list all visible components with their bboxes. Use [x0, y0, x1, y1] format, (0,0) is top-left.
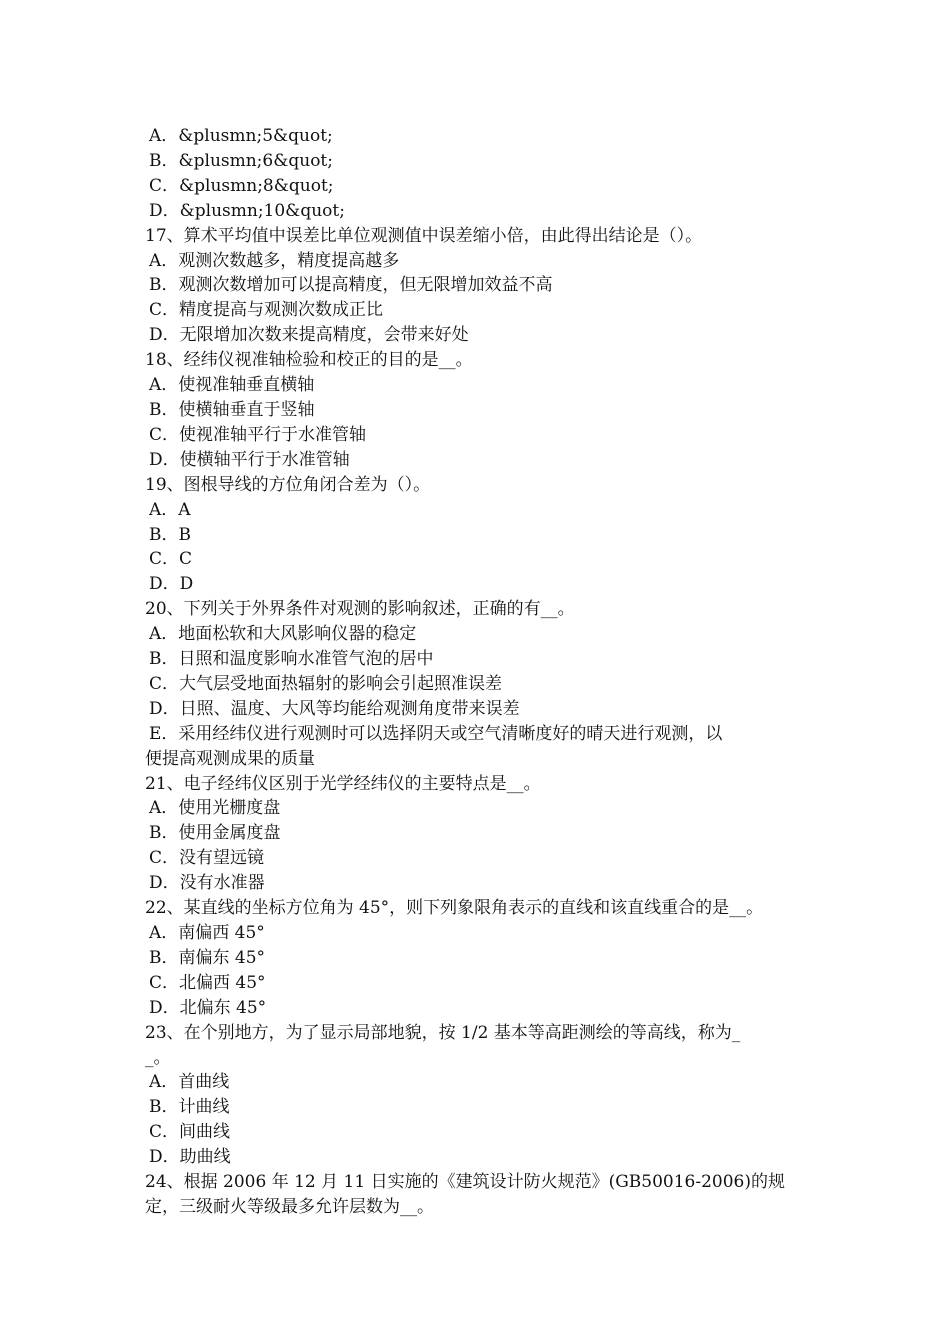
question-18: 18、经纬仪视准轴检验和校正的目的是__。 [145, 350, 473, 371]
option-line: C．精度提高与观测次数成正比 [149, 300, 384, 321]
option-line: B．B [149, 524, 191, 545]
option-line: D．没有水准器 [149, 873, 265, 894]
option-line: C．间曲线 [149, 1122, 231, 1143]
option-line: D．使横轴平行于水准管轴 [149, 449, 350, 470]
option-line: B．使横轴垂直于竖轴 [149, 399, 315, 420]
option-line: A．首曲线 [149, 1072, 230, 1093]
option-line: A．&plusmn;5&quot; [149, 126, 333, 146]
question-continuation: _。 [145, 1047, 171, 1068]
question-19: 19、图根导线的方位角闭合差为（）。 [145, 474, 431, 495]
option-line: D．日照、温度、大风等均能给观测角度带来误差 [149, 698, 520, 719]
question-20: 20、下列关于外界条件对观测的影响叙述，正确的有__。 [145, 599, 575, 620]
option-line: C．没有望远镜 [149, 848, 265, 869]
option-continuation: 便提高观测成果的质量 [145, 748, 315, 769]
option-line: A．A [149, 499, 191, 520]
option-line: B．日照和温度影响水准管气泡的居中 [149, 649, 434, 670]
option-line: C．使视准轴平行于水准管轴 [149, 424, 367, 445]
option-line: B．使用金属度盘 [149, 823, 281, 844]
option-line: A．观测次数越多，精度提高越多 [149, 250, 400, 271]
option-line: C．C [149, 549, 193, 570]
question-22: 22、某直线的坐标方位角为 45°，则下列象限角表示的直线和该直线重合的是__。 [145, 898, 764, 919]
question-23: 23、在个别地方，为了显示局部地貌，按 1/2 基本等高距测绘的等高线，称为_ [145, 1022, 741, 1043]
question-21: 21、电子经纬仪区别于光学经纬仪的主要特点是__。 [145, 773, 541, 794]
option-line: C．大气层受地面热辐射的影响会引起照准误差 [149, 673, 503, 694]
option-line: A．南偏西 45° [149, 923, 265, 943]
question-continuation: 定，三级耐火等级最多允许层数为__。 [145, 1196, 434, 1217]
option-line: B．南偏东 45° [149, 947, 266, 968]
question-24: 24、根据 2006 年 12 月 11 日实施的《建筑设计防火规范》(GB50016-2006)的规 [145, 1172, 786, 1193]
option-line: B．计曲线 [149, 1097, 230, 1118]
question-17: 17、算术平均值中误差比单位观测值中误差缩小倍，由此得出结论是（）。 [145, 225, 703, 246]
option-line: C．北偏西 45° [149, 972, 266, 993]
option-line: A．使用光栅度盘 [149, 798, 281, 819]
option-line: B．&plusmn;6&quot; [149, 150, 333, 171]
option-line: D．D [149, 574, 194, 595]
option-line: D．助曲线 [149, 1147, 231, 1168]
option-line: D．北偏东 45° [149, 997, 267, 1018]
option-line: B．观测次数增加可以提高精度，但无限增加效益不高 [149, 275, 553, 296]
option-line: C．&plusmn;8&quot; [149, 175, 334, 196]
option-line: E．采用经纬仪进行观测时可以选择阴天或空气清晰度好的晴天进行观测，以 [149, 723, 723, 744]
option-line: A．地面松软和大风影响仪器的稳定 [149, 624, 417, 645]
option-line: D．&plusmn;10&quot; [149, 200, 345, 221]
document-body [145, 124, 825, 1220]
option-line: A．使视准轴垂直横轴 [149, 375, 315, 396]
option-line: D．无限增加次数来提高精度，会带来好处 [149, 325, 469, 346]
